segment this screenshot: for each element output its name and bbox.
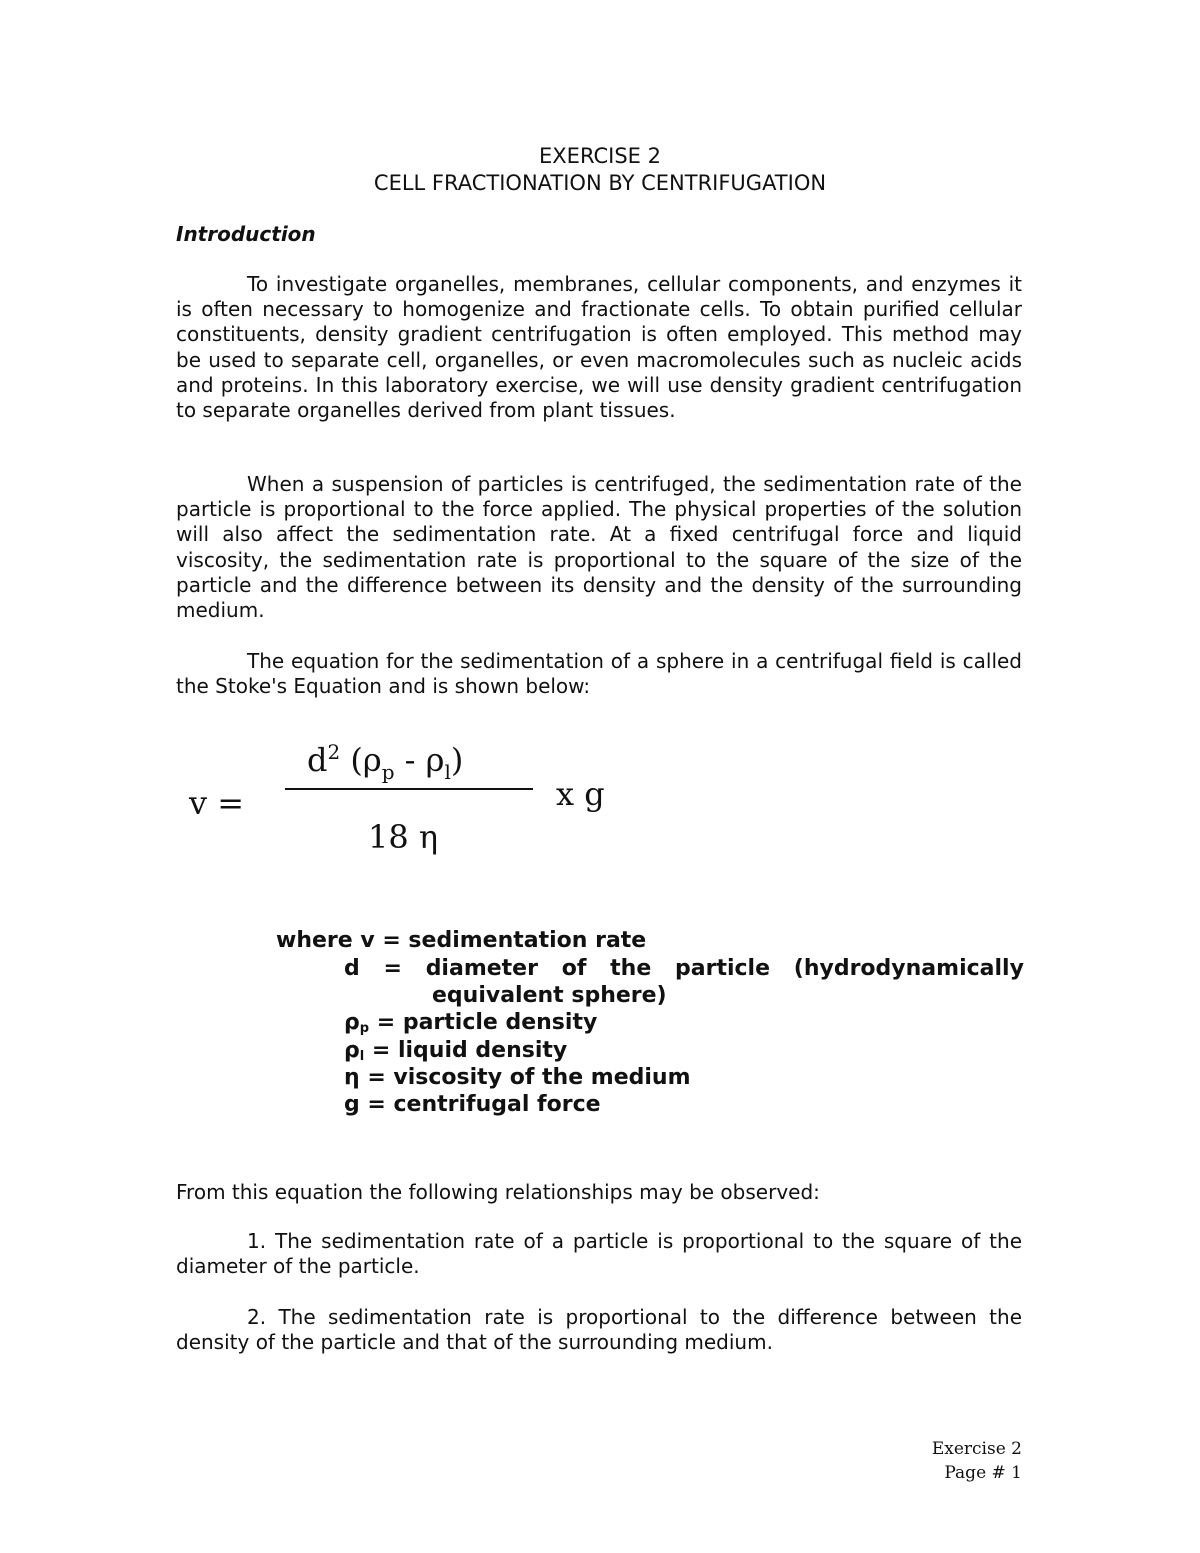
equation-numerator: $d^2$ $(\rho_p - \rho_l)$ <box>307 740 464 784</box>
equation-lhs: v = <box>189 784 245 822</box>
definition-rho-l: $\rho_l$ = liquid density <box>344 1038 568 1064</box>
intro-paragraph-3: The equation for the sedimentation of a sphere in a centrifugal field is called the Stoke's Equation and is shown below: <box>176 649 1022 699</box>
relationship-item-2: 2. The sedimentation rate is proportional to the difference between the density of the particle and that of the surrounding medium. <box>176 1305 1022 1355</box>
intro-paragraph-1: To investigate organelles, membranes, cellular components, and enzymes it is often necessary to homogenize and fractionate cells. To obtain purified cellular constituents, density gradient centrifugation is often employed. This method may be used to separate cell, organelles, or even macromolecules such as nucleic acids and proteins. In this laboratory exercise, we will use density gradient centrifugation to separate organelles derived from plant tissues. <box>176 272 1022 423</box>
definition-v: where v = sedimentation rate <box>276 928 647 953</box>
relationships-intro: From this equation the following relationships may be observed: <box>176 1180 820 1204</box>
intro-paragraph-2: When a suspension of particles is centrifuged, the sedimentation rate of the particle is proportional to the force applied. The physical properties of the solution will also affect the sedimentation rate. At a fixed centrifugal force and liquid viscosity, the sedimentation rate is proportional to the square of the size of the particle and the difference between its density and the density of the surrounding medium. <box>176 472 1022 623</box>
equation-denominator: 18 η <box>368 818 439 856</box>
definition-rho-p: $\rho_p$ = particle density <box>344 1010 598 1036</box>
fraction-bar <box>285 788 533 790</box>
definition-g: g = centrifugal force <box>344 1092 601 1117</box>
footer-exercise-label: Exercise 2 <box>931 1439 1022 1459</box>
definition-d-continued: equivalent sphere) <box>432 983 667 1008</box>
footer-page-number: Page # 1 <box>944 1463 1022 1483</box>
exercise-subtitle: CELL FRACTIONATION BY CENTRIFUGATION <box>373 171 827 195</box>
definition-eta: η = viscosity of the medium <box>344 1065 691 1090</box>
exercise-title: EXERCISE 2 <box>539 144 661 168</box>
relationship-item-1: 1. The sedimentation rate of a particle is proportional to the square of the diameter of the particle. <box>176 1229 1022 1279</box>
equation-rhs: x g <box>556 775 605 813</box>
page-footer <box>932 1437 1022 1485</box>
definition-d: d = diameter of the particle (hydrodynamically <box>344 956 1024 981</box>
section-heading-introduction: Introduction <box>176 222 316 246</box>
